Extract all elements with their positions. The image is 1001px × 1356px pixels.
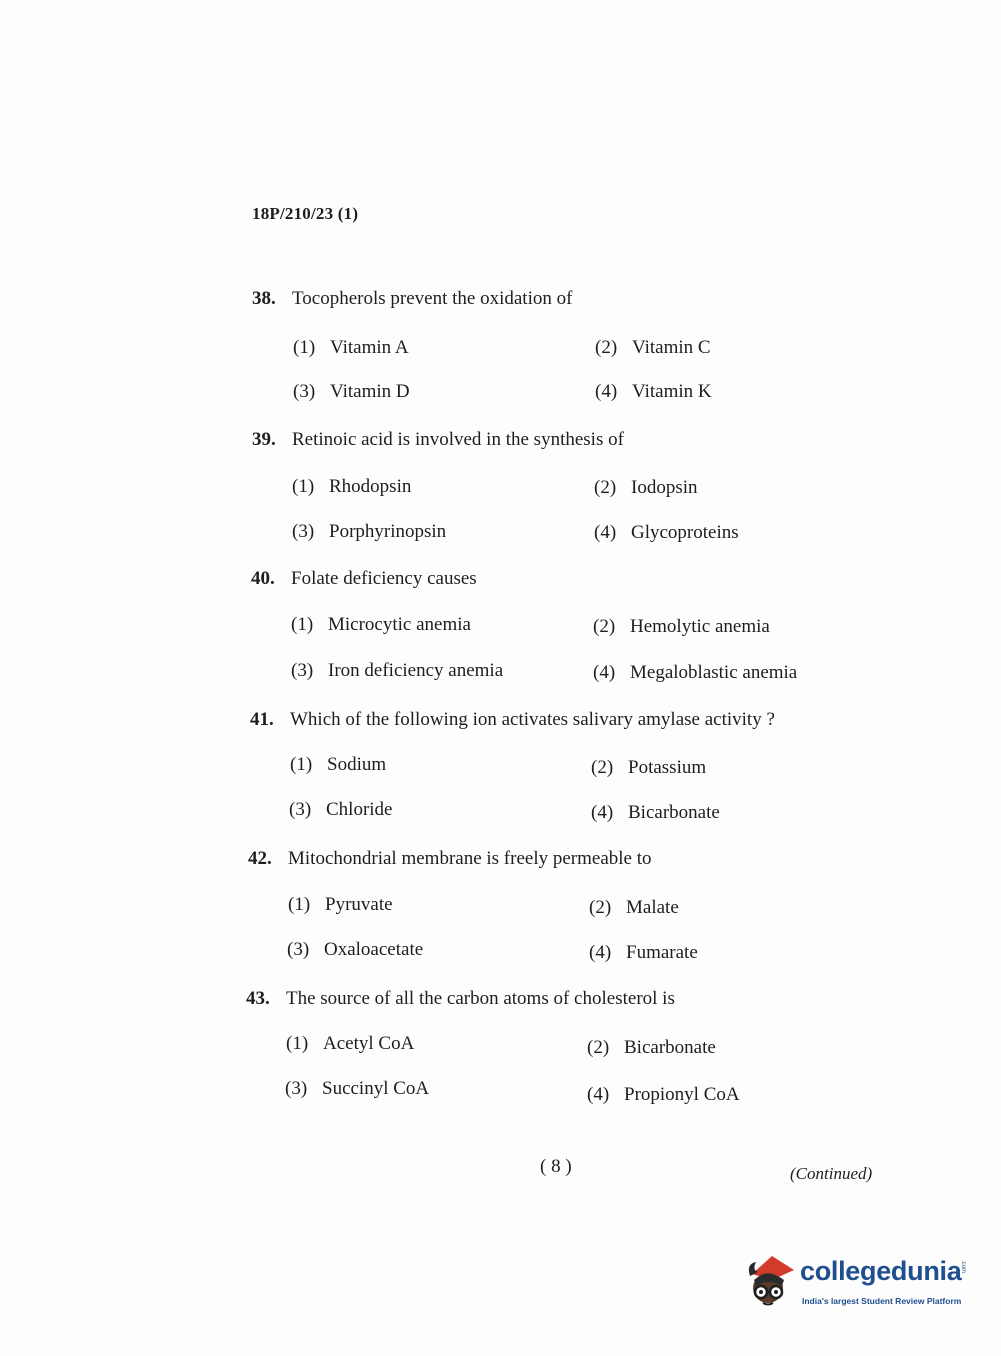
- option: (4) Glycoproteins: [594, 522, 739, 543]
- option: (4) Propionyl CoA: [587, 1084, 740, 1105]
- collegedunia-logo[interactable]: [742, 1250, 972, 1320]
- question-text: Retinoic acid is involved in the synthesis of: [292, 429, 624, 450]
- logo-tagline: India's largest Student Review Platform: [802, 1296, 962, 1306]
- question-number: 38.: [252, 288, 276, 309]
- question-number: 43.: [246, 988, 270, 1009]
- question-text: Which of the following ion activates salivary amylase activity ?: [290, 709, 775, 730]
- question-number: 40.: [251, 568, 275, 589]
- option: (2) Vitamin C: [595, 337, 711, 358]
- page-number: ( 8 ): [540, 1156, 572, 1177]
- question-number: 42.: [248, 848, 272, 869]
- option: (3) Chloride: [289, 799, 393, 820]
- question-number: 39.: [252, 429, 276, 450]
- option: (3) Succinyl CoA: [285, 1078, 430, 1099]
- option: (1) Vitamin A: [293, 337, 409, 358]
- mascot-icon: [742, 1250, 798, 1312]
- question-number: 41.: [250, 709, 274, 730]
- logo-dotcom: .com: [960, 1260, 966, 1274]
- option: (3) Porphyrinopsin: [292, 521, 447, 542]
- option: (2) Hemolytic anemia: [593, 616, 770, 637]
- question-43: [246, 988, 675, 1010]
- question-text: Mitochondrial membrane is freely permeable to: [288, 848, 652, 869]
- option: (4) Fumarate: [589, 942, 698, 963]
- question-39: [252, 429, 624, 451]
- paper-code: 18P/210/23 (1): [252, 204, 359, 223]
- option: (3) Oxaloacetate: [287, 939, 424, 960]
- option: (1) Acetyl CoA: [286, 1033, 415, 1054]
- option: (2) Potassium: [591, 757, 707, 778]
- option: (3) Vitamin D: [293, 381, 410, 402]
- logo-wordmark: collegedunia: [800, 1256, 962, 1286]
- question-text: The source of all the carbon atoms of cholesterol is: [286, 988, 675, 1009]
- question-41: [250, 709, 775, 731]
- option: (2) Malate: [589, 897, 679, 918]
- option: (4) Vitamin K: [595, 381, 712, 402]
- option: (2) Iodopsin: [594, 477, 698, 498]
- question-text: Tocopherols prevent the oxidation of: [292, 288, 573, 309]
- option: (4) Megaloblastic anemia: [593, 662, 798, 683]
- question-38: [252, 288, 572, 310]
- question-40: [251, 568, 477, 590]
- question-text: Folate deficiency causes: [291, 568, 477, 589]
- continued-label: (Continued): [790, 1164, 873, 1183]
- option: (4) Bicarbonate: [591, 802, 720, 823]
- option: (3) Iron deficiency anemia: [291, 660, 504, 681]
- question-42: [248, 848, 652, 870]
- option: (1) Sodium: [290, 754, 387, 775]
- option: (2) Bicarbonate: [587, 1037, 716, 1058]
- option: (1) Microcytic anemia: [291, 614, 471, 635]
- option: (1) Rhodopsin: [292, 476, 412, 497]
- option: (1) Pyruvate: [288, 894, 393, 915]
